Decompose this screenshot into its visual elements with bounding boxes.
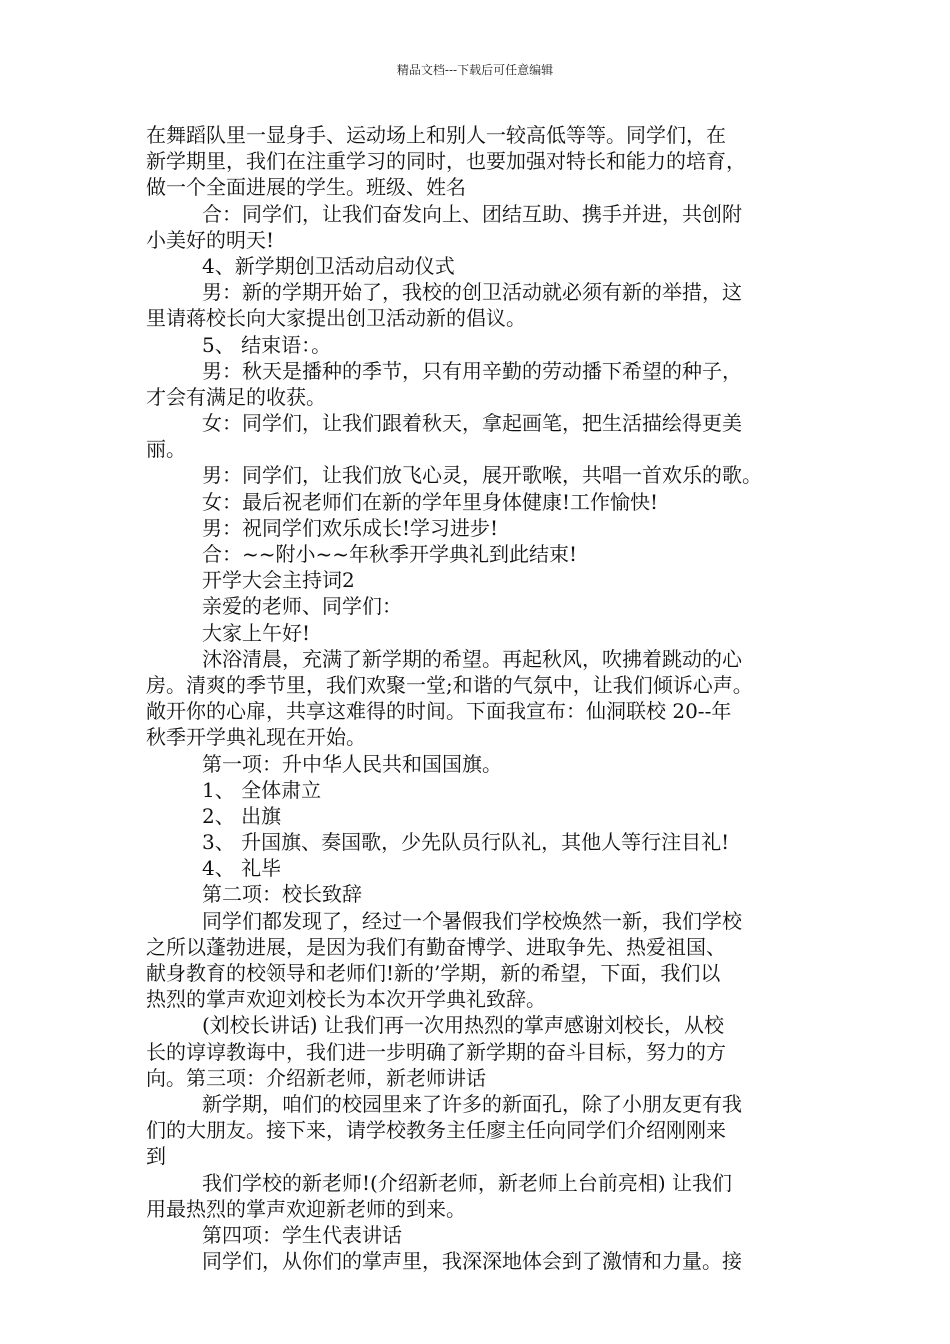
text-line: 敞开你的心扉，共享这难得的时间。下面我宣布：仙洞联校 20--年: [146, 699, 732, 724]
text-line: 沐浴清晨，充满了新学期的希望。再起秋风，吹拂着跳动的心: [202, 646, 742, 671]
text-line: 热烈的掌声欢迎刘校长为本次开学典礼致辞。: [146, 987, 546, 1012]
text-line: 用最热烈的掌声欢迎新老师的到来。: [146, 1196, 466, 1221]
text-line: (刘校长讲话) 让我们再一次用热烈的掌声感谢刘校长，从校: [202, 1013, 724, 1038]
text-line: 4、 礼毕: [202, 856, 282, 881]
text-line: 才会有满足的收获。: [146, 384, 326, 409]
text-line: 做一个全面进展的学生。班级、姓名: [146, 175, 466, 200]
text-line: 男：秋天是播种的季节，只有用辛勤的劳动播下希望的种子，: [202, 358, 742, 383]
text-line: 们的大朋友。接下来，请学校教务主任廖主任向同学们介绍刚刚来: [146, 1118, 726, 1143]
text-line: 第一项：升中华人民共和国国旗。: [202, 751, 502, 776]
text-line: 4、新学期创卫活动启动仪式: [202, 253, 455, 278]
text-line: 小美好的明天!: [146, 227, 275, 252]
text-line: 新学期，咱们的校园里来了许多的新面孔，除了小朋友更有我: [202, 1091, 742, 1116]
text-line: 长的谆谆教诲中，我们进一步明确了新学期的奋斗目标，努力的方: [146, 1039, 726, 1064]
text-line: 合：同学们，让我们奋发向上、团结互助、携手并进，共创附: [202, 201, 742, 226]
document-body: [146, 122, 826, 1274]
text-line: 丽。: [146, 437, 186, 462]
text-line: 里请蒋校长向大家提出创卫活动新的倡议。: [146, 306, 526, 331]
text-line: 合：~~附小~~年秋季开学典礼到此结束!: [202, 542, 578, 566]
text-line: 男：祝同学们欢乐成长!学习进步!: [202, 515, 499, 540]
text-line: 在舞蹈队里一显身手、运动场上和别人一较高低等等。同学们，在: [146, 123, 726, 147]
text-line: 男：同学们，让我们放飞心灵，展开歌喉，共唱一首欢乐的歌。: [202, 463, 762, 488]
text-line: 第二项：校长致辞: [202, 882, 362, 907]
text-line: 第四项：学生代表讲话: [202, 1222, 402, 1247]
text-line: 2、 出旗: [202, 803, 282, 828]
text-line: 新学期里，我们在注重学习的同时，也要加强对特长和能力的培育，: [146, 149, 746, 174]
text-line: 之所以蓬勃进展，是因为我们有勤奋博学、进取争先、热爱祖国、: [146, 934, 726, 959]
page-header: 精品文档---下载后可任意编辑: [396, 63, 554, 77]
text-line: 大家上午好!: [202, 620, 311, 645]
text-line: 同学们都发现了，经过一个暑假我们学校焕然一新，我们学校: [202, 908, 742, 933]
text-line: 5、 结束语：。: [202, 332, 332, 357]
text-line: 3、 升国旗、奏国歌，少先队员行队礼，其他人等行注目礼!: [202, 830, 730, 855]
text-line: 房。清爽的季节里，我们欢聚一堂;和谐的气氛中，让我们倾诉心声。: [146, 672, 753, 697]
text-line: 男：新的学期开始了，我校的创卫活动就必须有新的举措，这: [202, 280, 742, 305]
text-line: 向。第三项：介绍新老师，新老师讲话: [146, 1065, 486, 1090]
text-line: 亲爱的老师、同学们：: [202, 594, 402, 619]
text-line: 1、 全体肃立: [202, 777, 322, 802]
text-line: 到: [146, 1144, 166, 1169]
text-line: 女：同学们，让我们跟着秋天，拿起画笔，把生活描绘得更美: [202, 411, 742, 436]
text-line: 献身教育的校领导和老师们!新的’学期，新的希望，下面，我们以: [146, 961, 721, 985]
text-line: 开学大会主持词2: [202, 568, 355, 593]
text-line: 秋季开学典礼现在开始。: [146, 725, 366, 750]
text-line: 女：最后祝老师们在新的学年里身体健康!工作愉快!: [202, 489, 659, 514]
text-line: 我们学校的新老师!(介绍新老师，新老师上台前亮相) 让我们: [202, 1170, 732, 1195]
text-line: 同学们，从你们的掌声里，我深深地体会到了激情和力量。接: [202, 1249, 742, 1274]
